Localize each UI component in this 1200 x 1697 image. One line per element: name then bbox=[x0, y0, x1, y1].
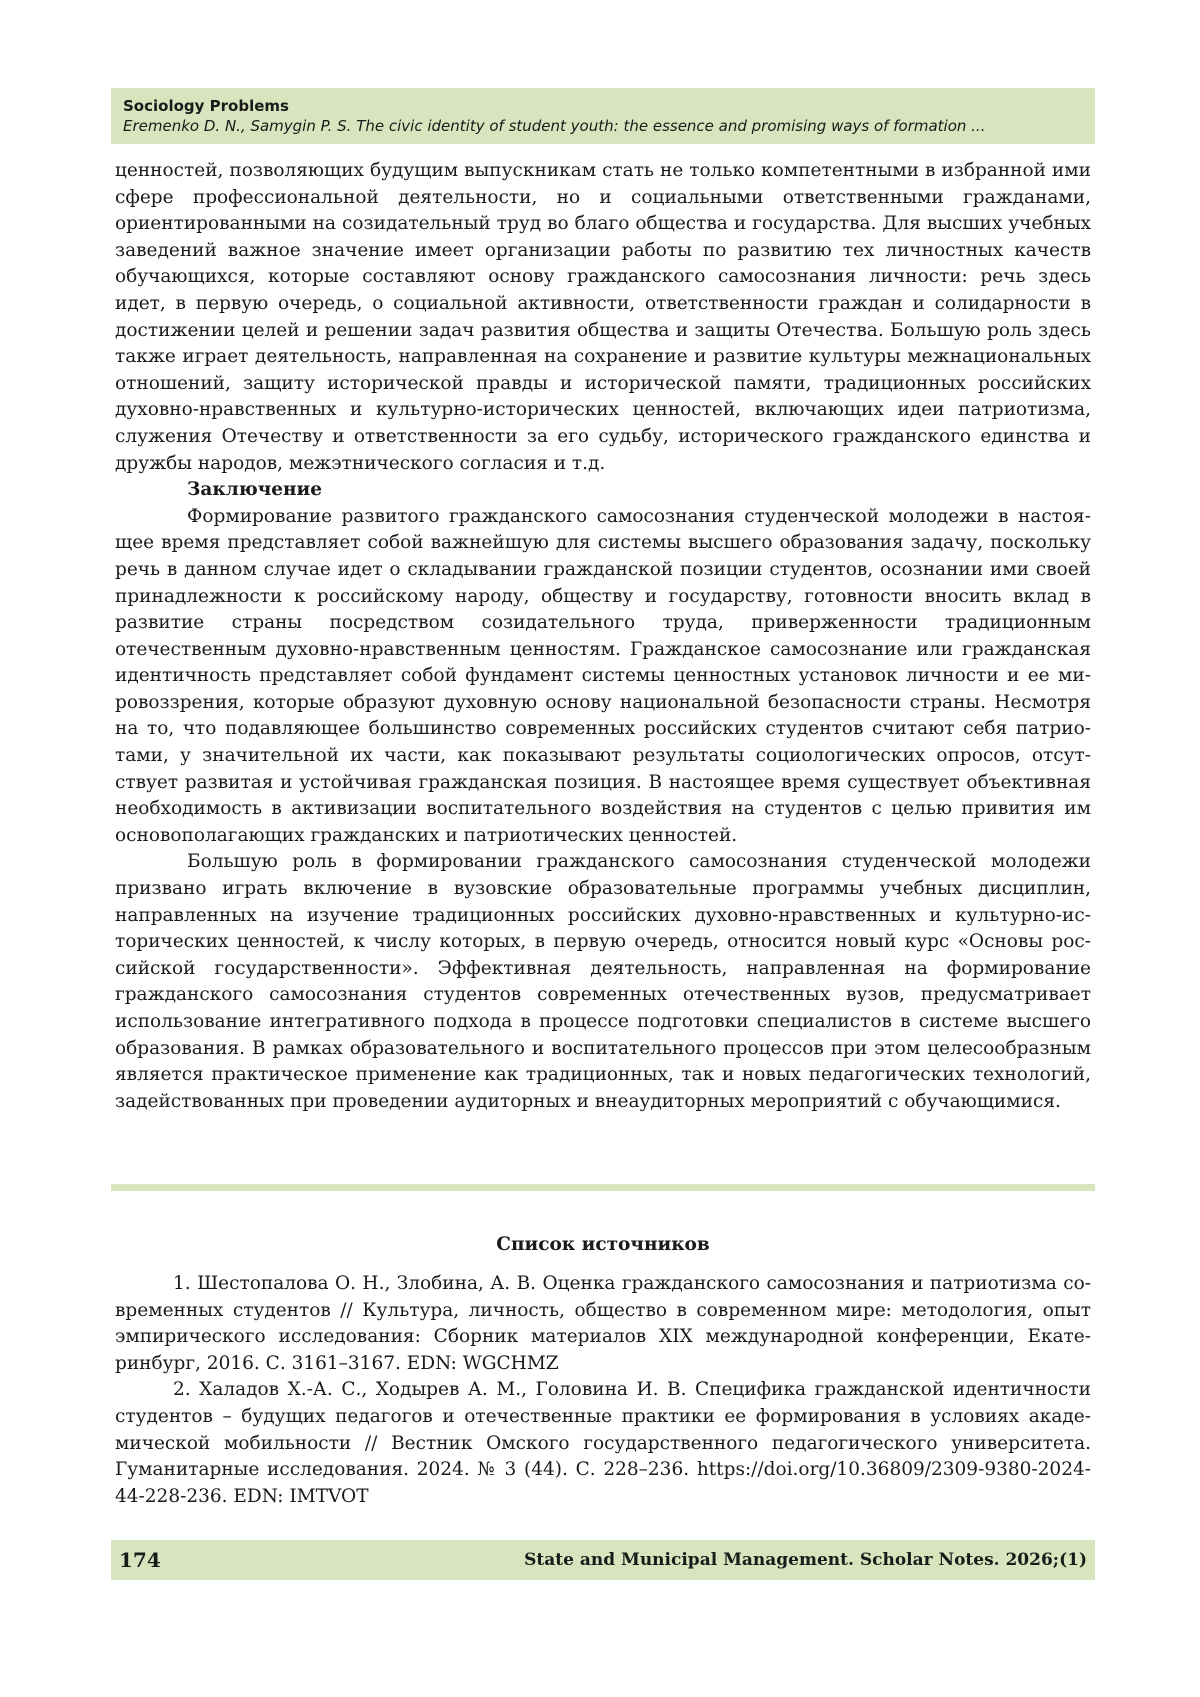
references-list bbox=[115, 1271, 1091, 1510]
running-title: Eremenko D. N., Samygin P. S. The civic identity of student youth: the essence and promising ways of formation ... bbox=[123, 117, 986, 135]
article-body bbox=[115, 158, 1091, 1115]
running-header bbox=[111, 88, 1095, 144]
footer-journal-title: State and Municipal Management. Scholar Notes. 2026;(1) bbox=[524, 1550, 1087, 1570]
reference-item: 2. Халадов Х.-А. С., Ходырев А. М., Головина И. В. Специфика гражданской идентичности студентов – будущих педагогов и отечественные практики ее формирования в условиях академической мобильности // Вестник Омского государственного педагогического университета. Гуманитарные исследования. 2024. № 3 (44). С. 228–236. https://doi.org/10.36809/2309-9380-2024-44-228-236. EDN: IMTVOT bbox=[115, 1379, 1091, 1507]
conclusion-heading: Заключение bbox=[187, 479, 323, 501]
conclusion-paragraph-2: Большую роль в формировании гражданского самосознания студенческой молодежи призвано играть включение в вузовские образовательные программы учебных дисциплин, направленных на изучение традиционных российских духовно-нравственных и культурно-исторических ценностей, к числу которых, в первую очередь, относится новый курс «Основы российской государственности». Эффективная деятельность, направленная на формирование гражданского самосознания студентов современных отечественных вузов, предусматривает использование интегративного подхода в процессе подготовки специалистов в системе высшего образования. В рамках образовательного и воспитательного процессов при этом целесообразным является практическое применение как традиционных, так и новых педагогических технологий, задействованных при проведении аудиторных и внеаудиторных мероприятий с обучающимися. bbox=[115, 851, 1091, 1112]
journal-section: Sociology Problems bbox=[123, 97, 289, 115]
reference-item: 1. Шестопалова О. Н., Злобина, А. В. Оценка гражданского самосознания и патриотизма современных студентов // Культура, личность, общество в современном мире: методология, опыт эмпирического исследования: Сборник материалов XIX международной конференции, Екатеринбург, 2016. С. 3161–3167. EDN: WGCHMZ bbox=[115, 1273, 1091, 1374]
conclusion-paragraph-1: Формирование развитого гражданского самосознания студенческой молодежи в настоящее время представляет собой важнейшую для системы высшего образования задачу, поскольку речь в данном случае идет о складывании гражданской позиции студентов, осознании ими своей принадлежности к российскому народу, обществу и государству, готовности вносить вклад в развитие страны посредством созидательного труда, приверженности традиционным отечественным духовно-нравственным ценностям. Гражданское самосознание или гражданская идентичность представляет собой фундамент системы ценностных установок личности и ее мировоззрения, которые образуют духовную основу национальной безопасности страны. Несмотря на то, что подавляющее большинство современных российских студентов считают себя патриотами, у значительной их части, как показывают результаты социологических опросов, отсутствует развитая и устойчивая гражданская позиция. В настоящее время существует объективная необходимость в активизации воспитательного воздействия на студентов с целью привития им основополагающих гражданских и патриотических ценностей. bbox=[115, 505, 1091, 846]
page-footer bbox=[111, 1540, 1095, 1580]
references-heading: Список источников bbox=[496, 1234, 710, 1255]
paragraph-continued: ценностей, позволяющих будущим выпускникам стать не только компетентными в избранной ими сфере профессиональной деятельности, но и социальными ответственными гражданами, ориентированными на созидательный труд во благо общества и государства. Для высших учебных заведений важное значение имеет организации работы по развитию тех личностных качеств обучающихся, которые составляют основу гражданского самосознания личности: речь здесь идет, в первую очередь, о социальной активности, ответственности граждан и солидарности в достижении целей и решении задач развития общества и защиты Отечества. Большую роль здесь также играет деятельность, направленная на сохранение и развитие культуры межнациональных отношений, защиту исторической правды и исторической памяти, традиционных российских духовно-нравственных и культурно-исторических ценностей, включающих идеи патриотизма, служения Отечеству и ответственности за его судьбу, исторического гражданского единства и дружбы народов, межэтнического согласия и т.д. bbox=[115, 160, 1091, 474]
section-divider bbox=[111, 1184, 1095, 1191]
page-number: 174 bbox=[119, 1548, 161, 1572]
